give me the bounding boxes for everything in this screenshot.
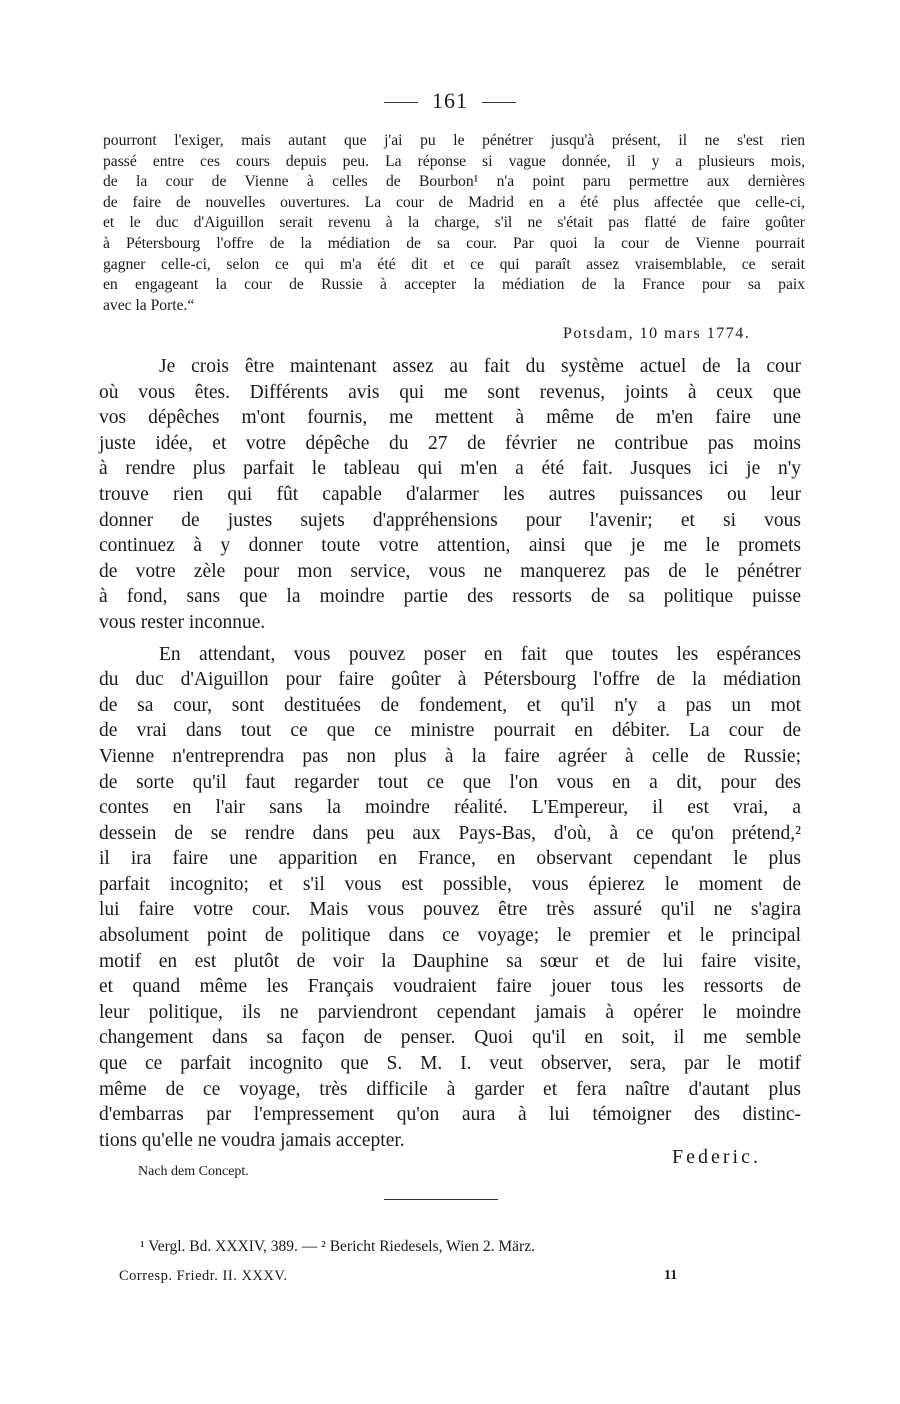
body-line: du duc d'Aiguillon pour faire goûter à Pétersbourg l'offre de la médiation — [99, 669, 801, 691]
header-dash-right — [482, 102, 516, 103]
body-line: et quand même les Français voudraient faire jouer tous les ressorts de — [99, 976, 801, 998]
body-line: dessein de se rendre dans peu aux Pays-Bas, d'où, à ce qu'on prétend,² — [99, 822, 801, 844]
letter-body — [99, 354, 801, 1153]
body-line: à fond, sans que la moindre partie des ressorts de sa politique puisse — [99, 586, 801, 608]
body-line: absolument point de politique dans ce voyage; le premier et le principal — [99, 925, 801, 947]
signature: Federic. — [672, 1146, 761, 1168]
body-line: vous rester inconnue. — [99, 611, 266, 633]
paragraph-2 — [99, 642, 801, 1154]
body-line: parfait incognito; et s'il vous est possible, vous épierez le moment de — [99, 873, 801, 895]
footnotes: ¹ Vergl. Bd. XXXIV, 389. — ² Bericht Riedesels, Wien 2. März. — [140, 1238, 535, 1255]
place-date: Potsdam, 10 mars 1774. — [563, 325, 751, 342]
quote-line: pourront l'exiger, mais autant que j'ai pu le pénétrer jusqu'à présent, il ne s'est rien — [103, 132, 805, 149]
body-line: tions qu'elle ne voudra jamais accepter. — [99, 1129, 405, 1151]
quote-line: à Pétersbourg l'offre de la médiation de sa cour. Par quoi la cour de Vienne pourrait — [103, 234, 805, 252]
body-line: il ira faire une apparition en France, en observant cependant le plus — [99, 848, 801, 870]
page-header — [0, 88, 900, 114]
header-dash-left — [384, 102, 418, 103]
body-line: Je crois être maintenant assez au fait du système actuel de la cour — [159, 356, 801, 377]
quoted-report — [103, 131, 805, 316]
page-number: 161 — [432, 88, 468, 113]
quote-line: avec la Porte.“ — [103, 296, 195, 314]
body-line: continuez à y donner toute votre attention, ainsi que je me le promets — [99, 535, 801, 557]
body-line: de sa cour, sont destituées de fondement, et qu'il n'y a pas un mot — [99, 694, 801, 716]
body-line: changement dans sa façon de penser. Quoi qu'il en soit, il me semble — [99, 1027, 801, 1049]
body-line: à rendre plus parfait le tableau qui m'en a été fait. Jusques ici je n'y — [99, 458, 801, 480]
quote-line: en engageant la cour de Russie à accepter la médiation de la France pour sa paix — [103, 276, 805, 294]
footer-signature-mark: Corresp. Friedr. II. XXXV. — [119, 1268, 288, 1284]
body-line: Vienne n'entreprendra pas non plus à la faire agréer à celle de Russie; — [99, 745, 801, 767]
body-line: de votre zèle pour mon service, vous ne manquerez pas de le pénétrer — [99, 560, 801, 582]
body-line: lui faire votre cour. Mais vous pouvez être très assuré qu'il ne s'agira — [99, 899, 801, 921]
body-line: de sorte qu'il faut regarder tout ce que l'on vous en a dit, pour des — [99, 771, 801, 793]
footer-sheet-number: 11 — [664, 1268, 678, 1283]
quote-line: passé entre ces cours depuis peu. La réponse si vague donnée, il y a plusieurs mois, — [103, 152, 805, 170]
paragraph-1 — [99, 354, 801, 636]
body-line: contes en l'air sans la moindre réalité. L'Empereur, il est vrai, a — [99, 797, 801, 819]
body-line: où vous êtes. Différents avis qui me sont revenus, joints à ceux que — [99, 381, 801, 403]
quote-line: de faire de nouvelles ouvertures. La cour de Madrid en a été plus affectée que celle-ci, — [103, 193, 805, 211]
body-line: même de ce voyage, très difficile à garder et fera naître d'autant plus — [99, 1078, 801, 1100]
quote-line: de la cour de Vienne à celles de Bourbon¹ n'a point paru permettre aux dernières — [103, 173, 805, 191]
body-line: d'embarras par l'empressement qu'on aura à lui témoigner des distinc- — [99, 1104, 801, 1126]
body-line: vos dépêches m'ont fournis, me mettent à même de m'en faire une — [99, 407, 801, 429]
body-line: de vrai dans tout ce que ce ministre pourrait en débiter. La cour de — [99, 720, 801, 742]
body-line: motif en est plutôt de voir la Dauphine sa sœur et de lui faire visite, — [99, 950, 801, 972]
concept-note: Nach dem Concept. — [138, 1164, 249, 1179]
quote-line: gagner celle-ci, selon ce qui m'a été dit et ce qui paraît assez vraisemblable, ce serait — [103, 255, 805, 273]
body-line: juste idée, et votre dépêche du 27 de février ne contribue pas moins — [99, 432, 801, 454]
body-line: que ce parfait incognito que S. M. I. veut observer, sera, par le motif — [99, 1053, 801, 1075]
quote-line: et le duc d'Aiguillon serait revenu à la charge, s'il ne s'était pas flatté de faire goûter — [103, 214, 805, 232]
body-line: donner de justes sujets d'appréhensions pour l'avenir; et si vous — [99, 509, 801, 531]
body-line: trouve rien qui fût capable d'alarmer les autres puissances ou leur — [99, 483, 801, 505]
body-line: En attendant, vous pouvez poser en fait que toutes les espérances — [159, 643, 801, 665]
body-line: leur politique, ils ne parviendront cependant jamais à opérer le moindre — [99, 1001, 801, 1023]
footnote-divider — [384, 1199, 498, 1200]
